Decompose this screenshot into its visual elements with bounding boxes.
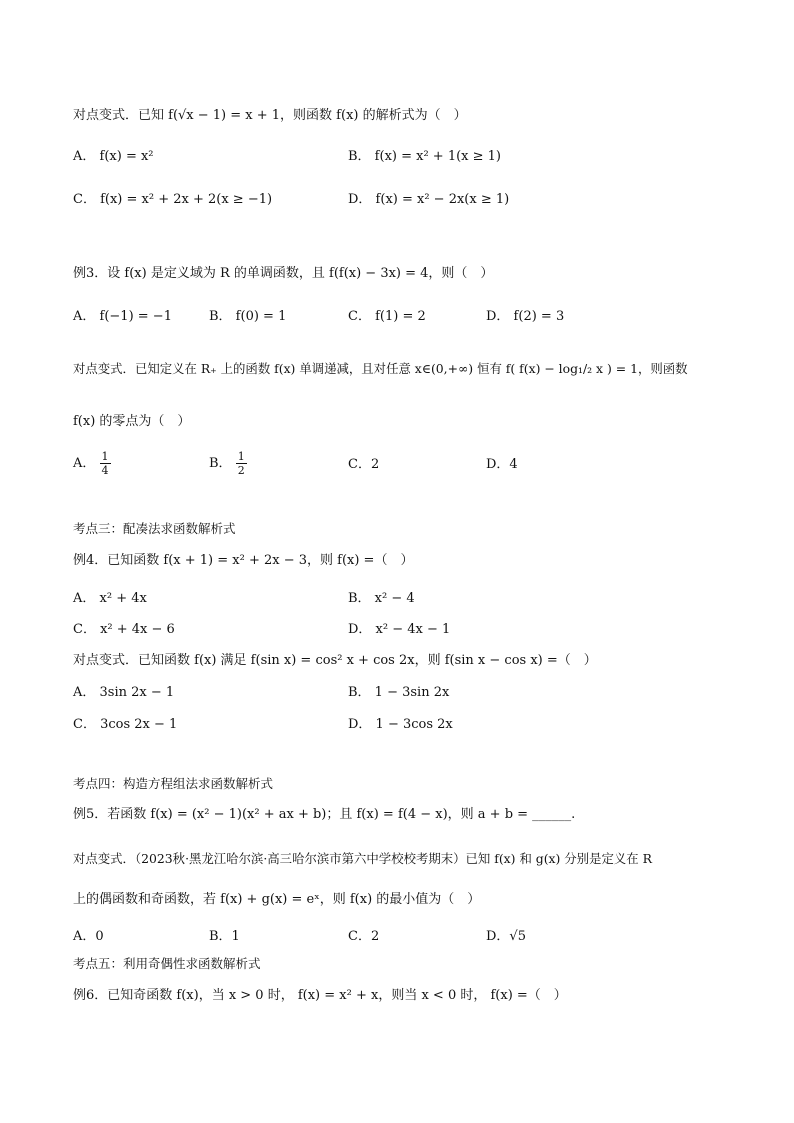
question-ex6-stem: 例6．已知奇函数 f(x)，当 x > 0 时， f(x) = x² + x，则当 x < 0 时， f(x) =（ ） [73, 988, 567, 1003]
option-q2-d: D．4 [486, 457, 518, 472]
section-heading-5: 考点五：利用奇偶性求函数解析式 [73, 956, 261, 971]
question-ex4-stem: 例4．已知函数 f(x + 1) = x² + 2x − 3，则 f(x) =（ ） [73, 553, 414, 568]
fraction-one-half [236, 450, 247, 477]
option-q4-d: D．√5 [486, 929, 526, 944]
question-q2-stem-line1: 对点变式．已知定义在 R₊ 上的函数 f(x) 单调递减，且对任意 x∈(0,+∞) 恒有 f( f(x) − log₁/₂ x ) = 1，则函数 [73, 361, 688, 376]
option-q2-a [73, 450, 111, 477]
section-heading-3: 考点三：配凑法求函数解析式 [73, 521, 236, 536]
section-heading-4: 考点四：构造方程组法求函数解析式 [73, 776, 274, 791]
fraction-denominator: 4 [101, 464, 109, 477]
question-q4-stem-line1: 对点变式．（2023秋·黑龙江哈尔滨·高三哈尔滨市第六中学校校考期末）已知 f(x) 和 g(x) 分别是定义在 R [73, 851, 652, 866]
option-ex3-c: C． f(1) = 2 [348, 309, 426, 324]
option-q4-b: B．1 [209, 929, 240, 944]
option-ex4-b: B． x² − 4 [348, 591, 415, 606]
fraction-denominator: 2 [237, 464, 245, 477]
option-q1-b: B． f(x) = x² + 1(x ≥ 1) [348, 149, 502, 164]
option-q3-a: A． 3sin 2x − 1 [73, 685, 175, 700]
question-q2-stem-line2: f(x) 的零点为（ ） [73, 414, 191, 429]
option-q2-b-label: B． [209, 456, 232, 471]
option-q1-d: D． f(x) = x² − 2x(x ≥ 1) [348, 192, 510, 207]
option-ex4-c: C． x² + 4x − 6 [73, 622, 175, 637]
option-q2-b [209, 450, 247, 477]
question-ex5-stem: 例5．若函数 f(x) = (x² − 1)(x² + ax + b)；且 f(x) = f(4 − x)，则 a + b = ______. [73, 807, 576, 822]
option-ex3-a: A． f(−1) = −1 [73, 309, 172, 324]
option-ex3-b: B． f(0) = 1 [209, 309, 287, 324]
option-q4-c: C．2 [348, 929, 380, 944]
fraction-numerator: 1 [101, 450, 109, 463]
option-q4-a: A．0 [73, 929, 104, 944]
option-q1-a: A． f(x) = x² [73, 149, 154, 164]
question-q1-stem: 对点变式．已知 f(√x − 1) = x + 1，则函数 f(x) 的解析式为（ ） [73, 108, 467, 123]
option-q3-d: D． 1 − 3cos 2x [348, 717, 453, 732]
option-ex4-a: A． x² + 4x [73, 591, 147, 606]
option-q2-a-label: A． [73, 456, 96, 471]
option-q2-c: C．2 [348, 457, 380, 472]
question-q4-stem-line2: 上的偶函数和奇函数，若 f(x) + g(x) = eˣ，则 f(x) 的最小值为（ ） [73, 892, 481, 907]
fraction-one-quarter [100, 450, 111, 477]
option-ex4-d: D． x² − 4x − 1 [348, 622, 451, 637]
fraction-numerator: 1 [237, 450, 245, 463]
option-q3-b: B． 1 − 3sin 2x [348, 685, 450, 700]
option-q1-c: C． f(x) = x² + 2x + 2(x ≥ −1) [73, 192, 273, 207]
option-ex3-d: D． f(2) = 3 [486, 309, 565, 324]
option-q3-c: C． 3cos 2x − 1 [73, 717, 178, 732]
question-q3-stem: 对点变式．已知函数 f(x) 满足 f(sin x) = cos² x + cos 2x，则 f(sin x − cos x) =（ ） [73, 653, 597, 668]
question-ex3-stem: 例3．设 f(x) 是定义域为 R 的单调函数，且 f(f(x) − 3x) = 4，则（ ） [73, 266, 494, 281]
